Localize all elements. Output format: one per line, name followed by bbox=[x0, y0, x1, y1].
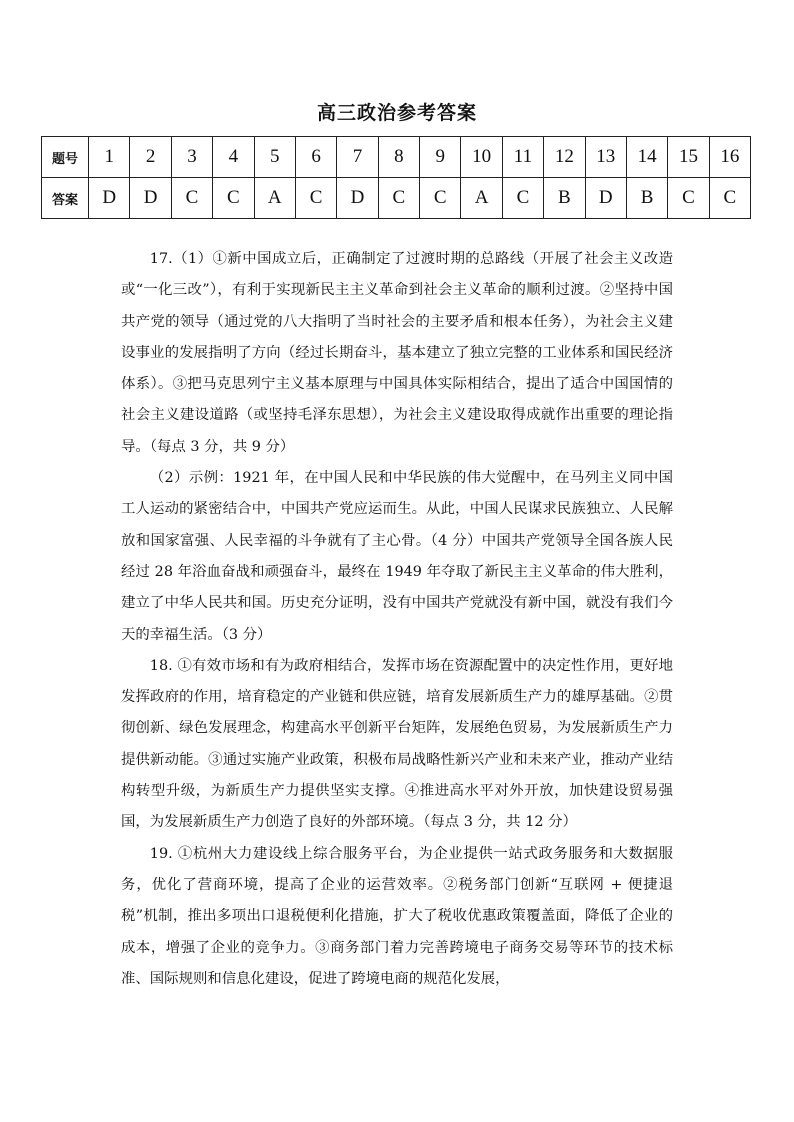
question-number-cell: 12 bbox=[544, 137, 585, 178]
answer-cell: C bbox=[502, 178, 543, 219]
page-title: 高三政治参考答案 bbox=[316, 102, 477, 124]
question-number-cell: 2 bbox=[130, 137, 171, 178]
question-number-cell: 9 bbox=[420, 137, 461, 178]
answer-cell: A bbox=[461, 178, 502, 219]
question-number-cell: 14 bbox=[626, 137, 667, 178]
question-number-cell: 15 bbox=[668, 137, 709, 178]
answer-paragraph-17-2: （2）示例：1921 年，在中国人民和中华民族的伟大觉醒中，在马列主义同中国工人运动的紧密结合中，中国共产党应运而生。从此，中国人民谋求民族独立、人民解放和国家富强、人民幸福的斗争就有了主心骨。（4 分）中国共产党领导全国各族人民经过 28 年浴血奋战和顽强奋斗，最终在 1949 年夺取了新民主主义革命的伟大胜利，建立了中华人民共和国。历史充分证明，没有中国共产党就没有新中国，就没有我们今天的幸福生活。（3 分） bbox=[121, 470, 673, 643]
question-number-cell: 8 bbox=[378, 137, 419, 178]
answer-cell: C bbox=[420, 178, 461, 219]
answer-cell: A bbox=[254, 178, 295, 219]
answer-table bbox=[41, 136, 751, 219]
answer-paragraph-18: 18. ①有效市场和有为政府相结合，发挥市场在资源配置中的决定性作用，更好地发挥政府的作用，培育稳定的产业链和供应链，培育发展新质生产力的雄厚基础。②贯彻创新、绿色发展理念，构建高水平创新平台矩阵，发展绝色贸易，为发展新质生产力提供新动能。③通过实施产业政策，积极布局战略性新兴产业和未来产业，推动产业结构转型升级，为新质生产力提供坚实支撑。④推进高水平对外开放，加快建设贸易强国，为发展新质生产力创造了良好的外部环境。（每点 3 分，共 12 分） bbox=[121, 657, 673, 831]
answer-cell: C bbox=[378, 178, 419, 219]
row-label-answer: 答案 bbox=[42, 178, 89, 219]
answer-row bbox=[42, 178, 751, 219]
answer-cell: D bbox=[89, 178, 130, 219]
answer-cell: B bbox=[544, 178, 585, 219]
answer-content bbox=[121, 244, 673, 995]
question-number-cell: 1 bbox=[89, 137, 130, 178]
answer-paragraph-19: 19. ①杭州大力建设线上综合服务平台，为企业提供一站式政务服务和大数据服务，优化了营商环境，提高了企业的运营效率。②税务部门创新“互联网 + 便捷退税”机制，推出多项出口退税便利化措施，扩大了税收优惠政策覆盖面，降低了企业的成本，增强了企业的竞争力。③商务部门着力完善跨境电子商务交易等环节的技术标准、国际规则和信息化建设，促进了跨境电商的规范化发展， bbox=[121, 845, 673, 987]
answer-cell: D bbox=[337, 178, 378, 219]
answer-cell: C bbox=[213, 178, 254, 219]
row-label-question-number: 题号 bbox=[42, 137, 89, 178]
answer-cell: C bbox=[295, 178, 336, 219]
answer-cell: B bbox=[626, 178, 667, 219]
question-number-cell: 4 bbox=[213, 137, 254, 178]
answer-cell: D bbox=[585, 178, 626, 219]
answer-paragraph-17-1: 17.（1）①新中国成立后，正确制定了过渡时期的总路线（开展了社会主义改造或“一化三改”），有利于实现新民主主义革命到社会主义革命的顺利过渡。②坚持中国共产党的领导（通过党的八大指明了当时社会的主要矛盾和根本任务），为社会主义建设事业的发展指明了方向（经过长期奋斗，基本建立了独立完整的工业体系和国民经济体系）。③把马克思列宁主义基本原理与中国具体实际相结合，提出了适合中国国情的社会主义建设道路（或坚持毛泽东思想），为社会主义建设取得成就作出重要的理论指导。（每点 3 分，共 9 分） bbox=[121, 251, 673, 455]
question-number-cell: 6 bbox=[295, 137, 336, 178]
answer-cell: C bbox=[668, 178, 709, 219]
question-number-cell: 11 bbox=[502, 137, 543, 178]
question-number-cell: 5 bbox=[254, 137, 295, 178]
question-number-cell: 10 bbox=[461, 137, 502, 178]
answer-cell: C bbox=[171, 178, 212, 219]
answer-cell: D bbox=[130, 178, 171, 219]
question-number-row bbox=[42, 137, 751, 178]
question-number-cell: 7 bbox=[337, 137, 378, 178]
question-number-cell: 13 bbox=[585, 137, 626, 178]
answer-cell: C bbox=[709, 178, 750, 219]
question-number-cell: 3 bbox=[171, 137, 212, 178]
question-number-cell: 16 bbox=[709, 137, 750, 178]
